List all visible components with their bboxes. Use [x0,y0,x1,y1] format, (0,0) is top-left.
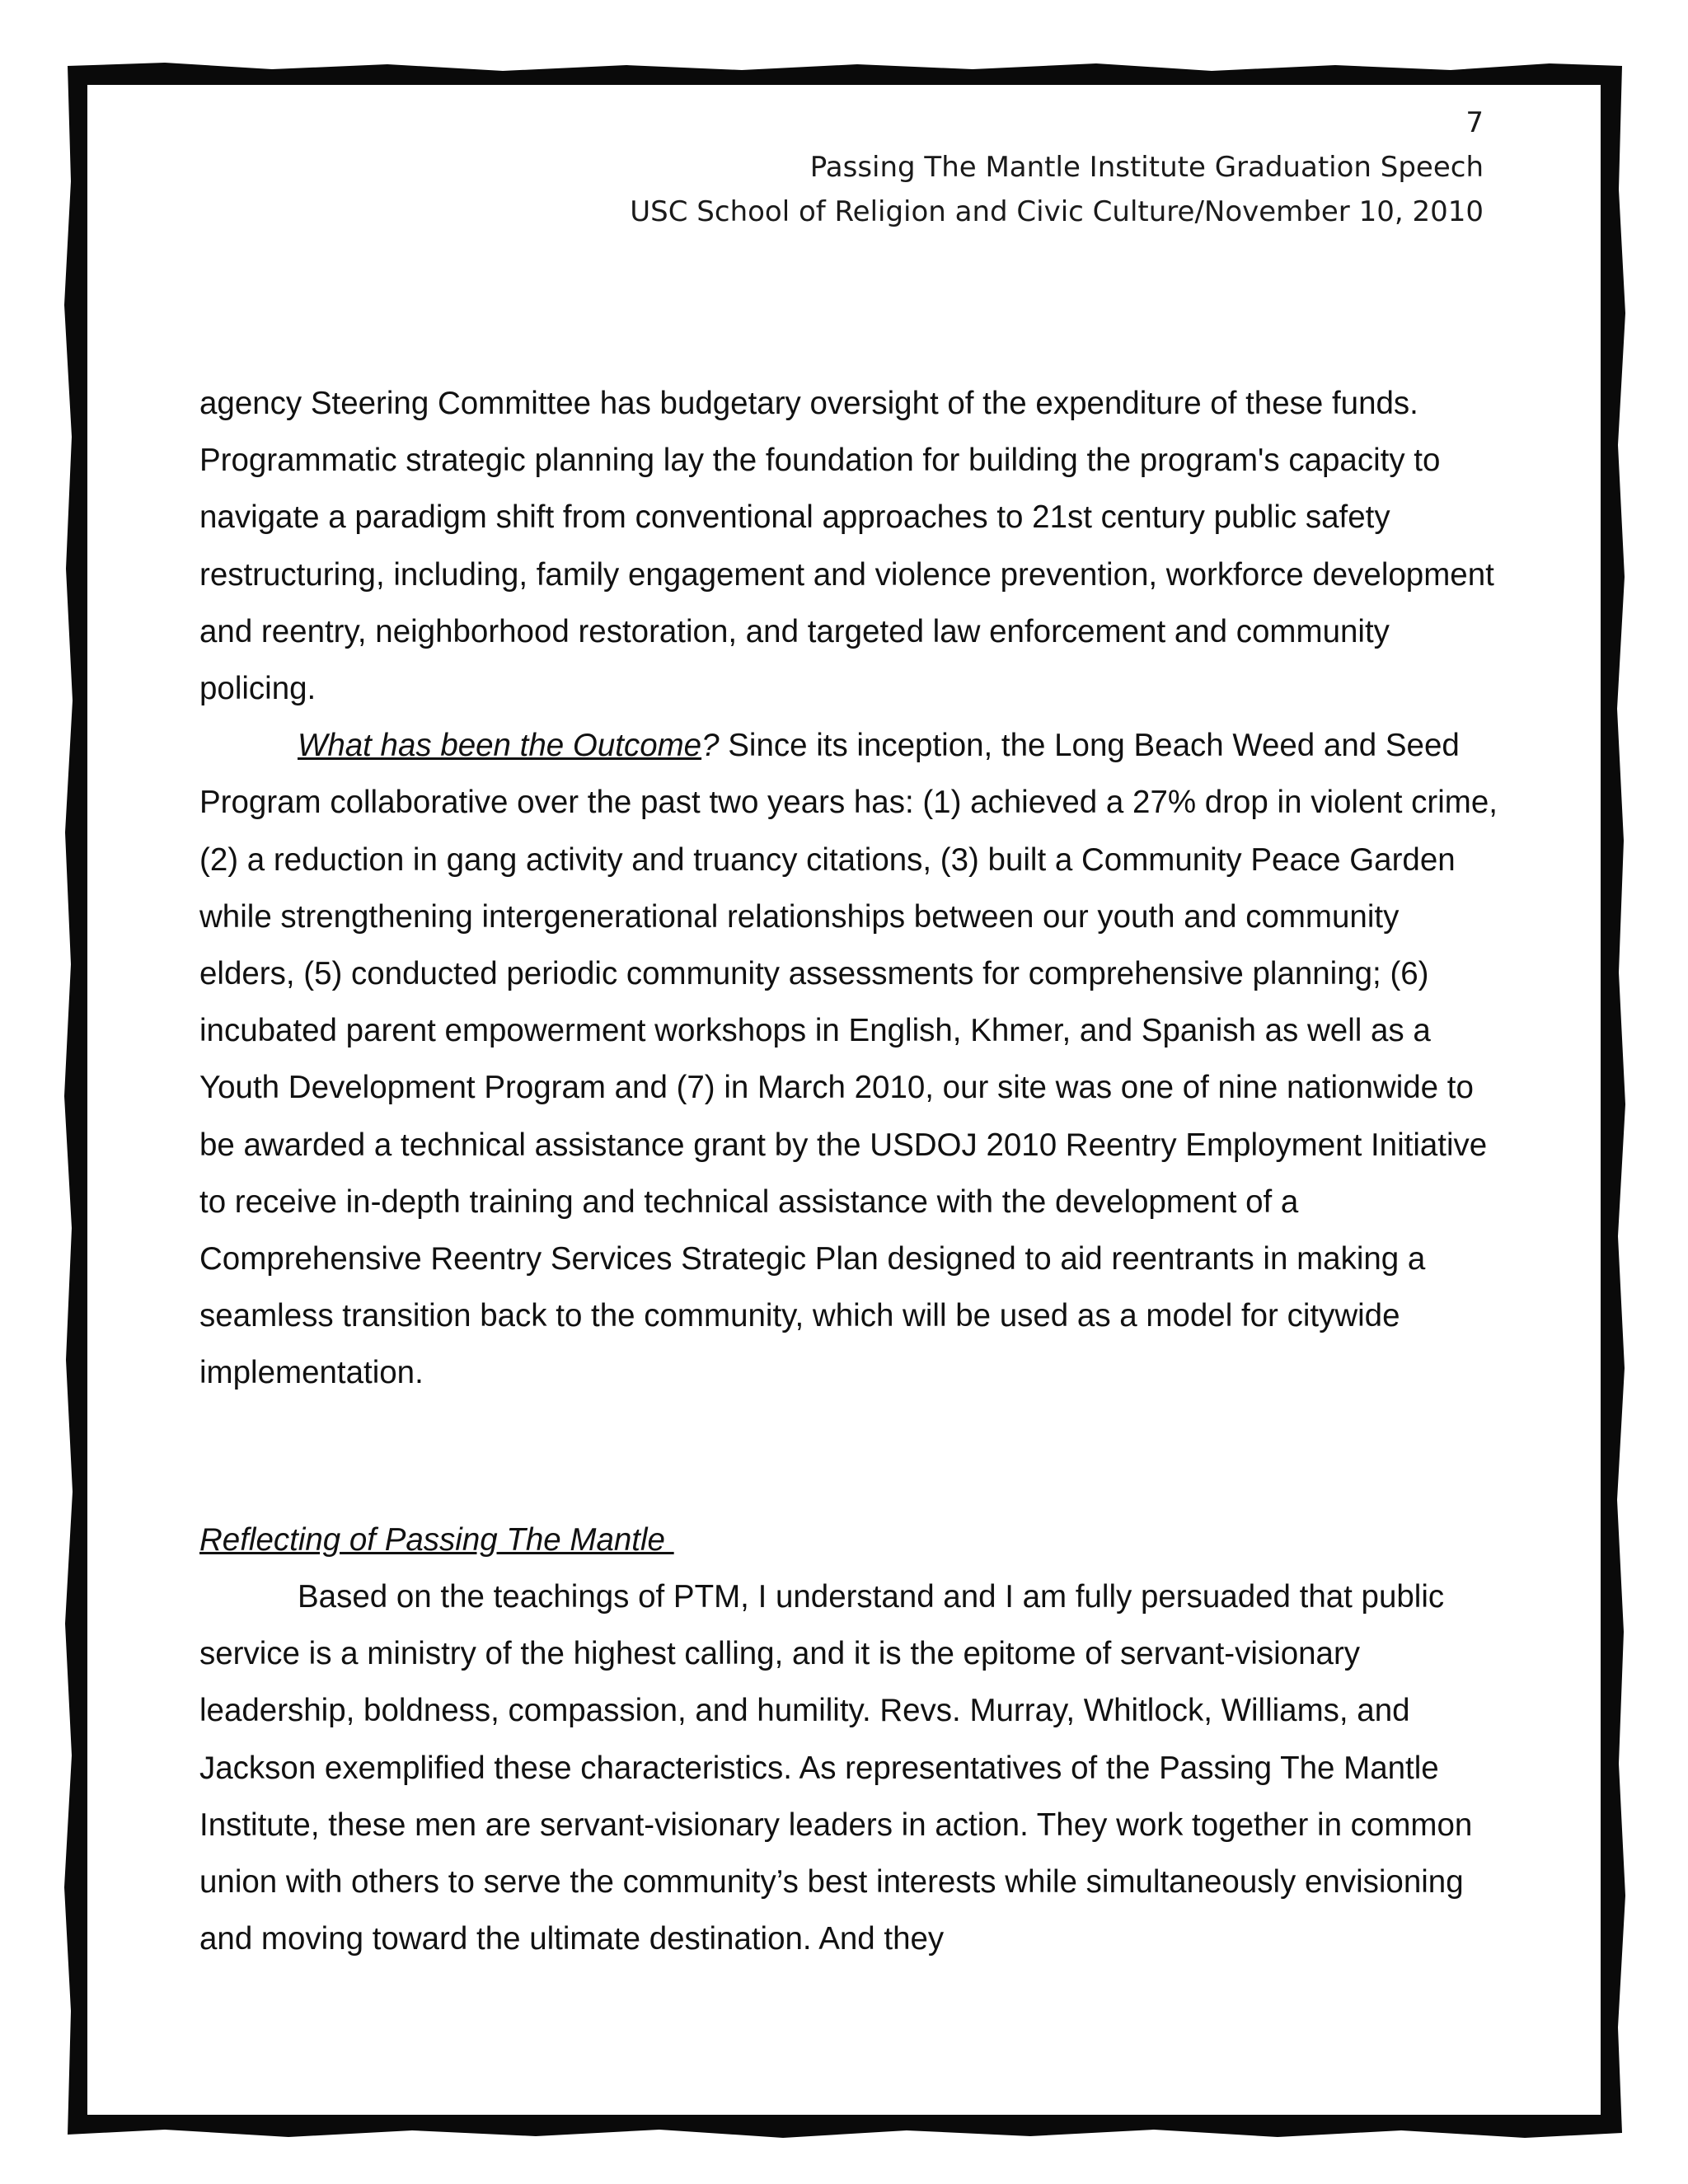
header-subtitle: USC School of Religion and Civic Culture/November 10, 2010 [630,195,1484,228]
main-text [199,375,1502,1402]
section-heading: Reflecting of Passing The Mantle [199,1522,674,1558]
page-number: 7 [1465,106,1484,139]
page-header [630,101,1484,234]
outcome-question: What has been the Outcome [298,728,702,764]
outcome-paragraph [199,717,1502,1401]
outcome-text: Since its inception, the Long Beach Weed and Seed Program collaborative over the past two years has: (1) achieved a 27% drop in violent crime, (2) a reduction in gang activity and truancy citations, (3) built a Community Peace Garden while strengthening intergenerational relationships between our youth and community elders, (5) conducted periodic community assessments for comprehensive planning; (6) incubated parent empowerment workshops in English, Khmer, and Spanish as well as a Youth Development Program and (7) in March 2010, our site was one of nine nationwide to be awarded a technical assistance grant by the USDOJ 2010 Reentry Employment Initiative to receive in-depth training and technical assistance with the development of a Comprehensive Reentry Services Strategic Plan designed to aid reentrants in making a seamless transition back to the community, which will be used as a model for citywide implementation. [199,728,1498,1391]
outcome-question-mark: ? [701,728,720,764]
paragraph-continuation: agency Steering Committee has budgetary oversight of the expenditure of these funds. Programmatic strategic planning lay the foundation for building the program's capacity to navigate a paradigm shift from conventional approaches to 21st century public safety restructuring, including, family engagement and violence prevention, workforce development and reentry, neighborhood restoration, and targeted law enforcement and community policing. [199,386,1494,707]
section-body [199,1568,1502,1967]
header-title: Passing The Mantle Institute Graduation Speech [809,151,1484,184]
section-paragraph: Based on the teachings of PTM, I understand and I am fully persuaded that public service is a ministry of the highest calling, and it is the epitome of servant-visionary leadership, boldness, compassion, and humility. Revs. Murray, Whitlock, Williams, and Jackson exemplified these characteristics. As representatives of the Passing The Mantle Institute, these men are servant-visionary leaders in action. They work together in common union with others to serve the community’s best interests while simultaneously envisioning and moving toward the ultimate destination. And they [199,1579,1473,1957]
